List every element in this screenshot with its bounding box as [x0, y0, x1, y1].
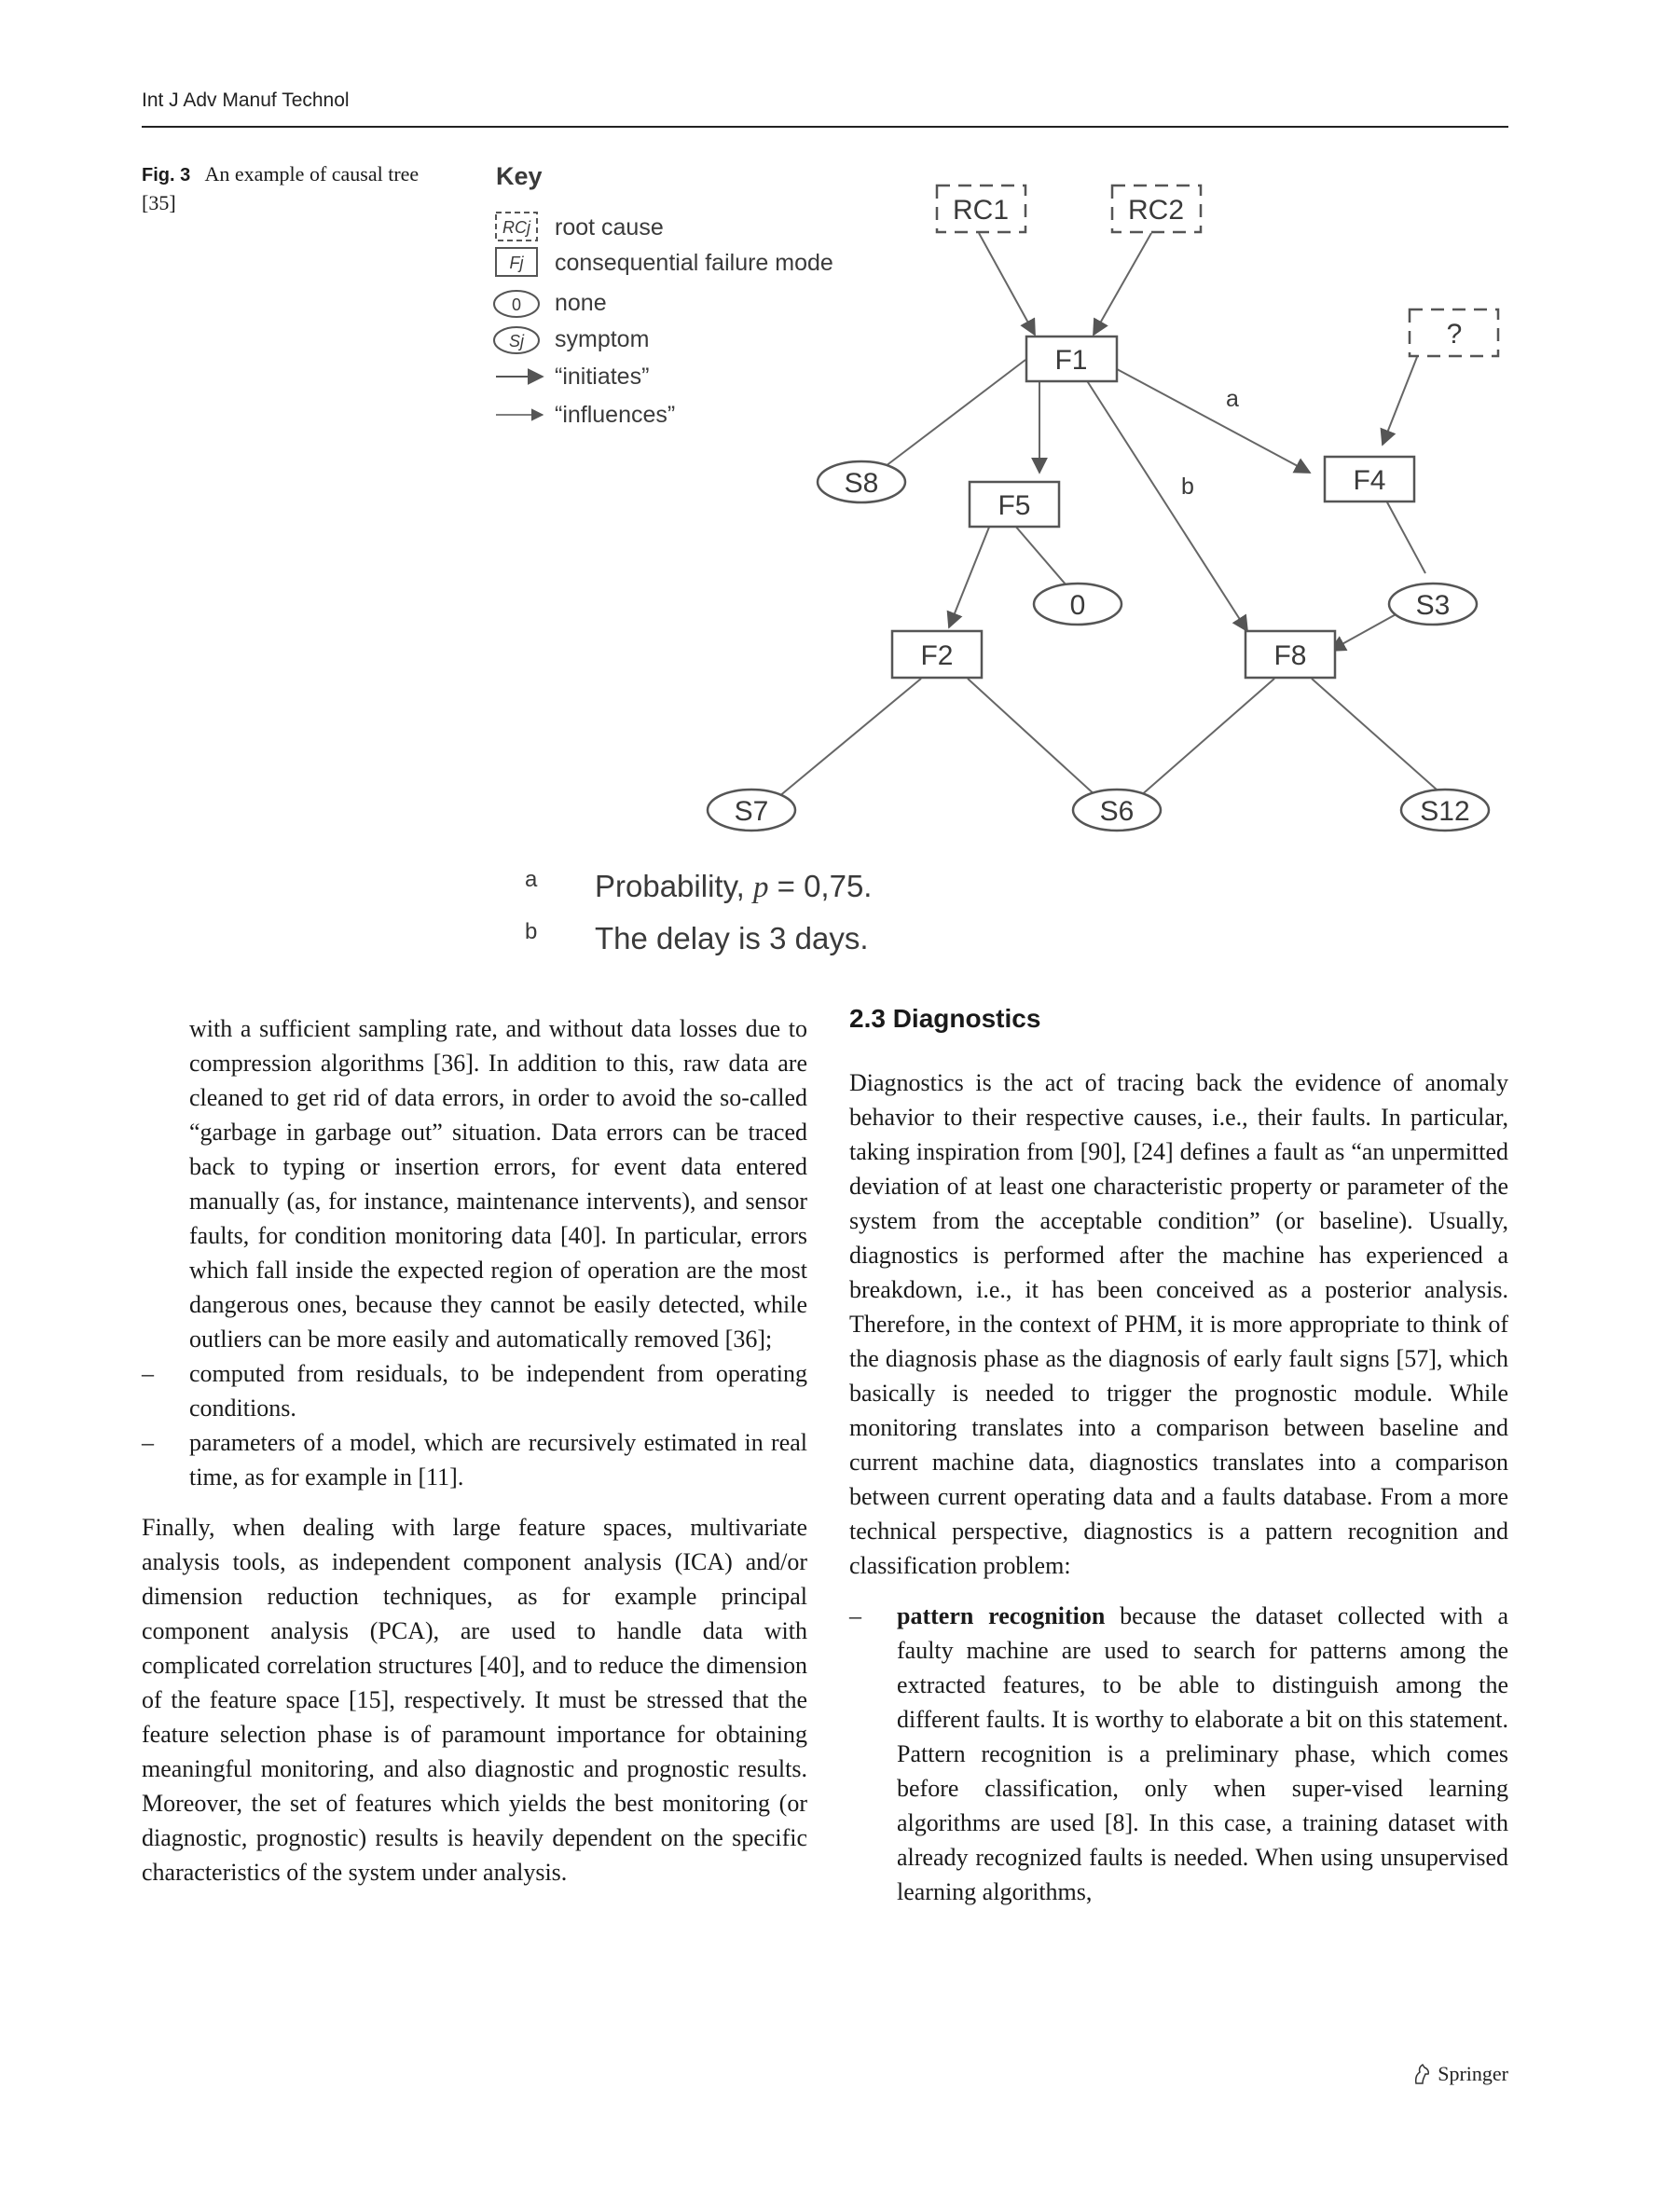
edge-q-f4	[1383, 357, 1417, 445]
svg-text:RC1: RC1	[952, 195, 1010, 226]
note-a-letter: a	[525, 867, 538, 892]
svg-text:RCj: RCj	[502, 218, 530, 237]
edge-f4-s3	[1386, 501, 1425, 573]
edge-rc1-f1	[979, 233, 1035, 335]
node-s6	[1073, 790, 1161, 831]
key-none	[494, 290, 607, 317]
list-item	[142, 1425, 807, 1494]
svg-text:“initiates”: “initiates”	[555, 364, 650, 390]
svg-text:S7: S7	[734, 796, 769, 827]
publisher-name: Springer	[1438, 2062, 1508, 2085]
list-item-text: parameters of a model, which are recursively estimated in real time, as for example in [11].	[189, 1429, 807, 1491]
node-zero	[1034, 584, 1121, 625]
figure-label: Fig. 3	[142, 165, 191, 185]
svg-text:0: 0	[1069, 590, 1086, 621]
edge-f2-s6	[968, 679, 1097, 797]
svg-text:Fj: Fj	[509, 254, 524, 272]
list-item-text: computed from residuals, to be independent from operating conditions.	[189, 1360, 807, 1422]
svg-text:none: none	[555, 290, 607, 316]
footer	[1411, 2062, 1508, 2086]
diagnostics-paragraph: Diagnostics is the act of tracing back the evidence of anomaly behavior to their respective causes, i.e., their faults. In particular, taking inspiration from [90], [24] defines a fault as “an unpermitted deviation of at least one characteristic property or parameter of the system from the acceptable condition” (or baseline). Usually, diagnostics is performed after the machine has experienced a breakdown, i.e., it has been conceived as a posterior analysis. Therefore, in the context of PHM, it is more appropriate to think of the diagnosis phase as the diagnosis of early fault signs [57], which basically is needed to trigger the prognostic module. While monitoring translates into a comparison between baseline and current machine data, diagnostics translates into a comparison between current operating data and a faults database. From a more technical perspective, diagnostics is a pattern recognition and classification problem:	[849, 1069, 1508, 1579]
node-s7	[708, 790, 795, 831]
causal-tree-figure	[475, 154, 1510, 969]
svg-text:F4: F4	[1353, 465, 1386, 496]
node-s12	[1401, 790, 1489, 831]
svg-text:F2: F2	[920, 640, 954, 671]
svg-text:F1: F1	[1054, 345, 1088, 376]
svg-text:RC2: RC2	[1127, 195, 1185, 226]
svg-text:Sj: Sj	[508, 332, 525, 350]
bullet-dash: –	[142, 1360, 154, 1387]
node-question	[1410, 309, 1498, 356]
edge-label-b: b	[1181, 474, 1194, 500]
bullet-dash: –	[849, 1602, 861, 1629]
svg-text:S8: S8	[844, 468, 879, 499]
final-paragraph: Finally, when dealing with large feature spaces, multivariate analysis tools, as independent component analysis (ICA) and/or dimension reduction techniques, as for example principal component analysis (PCA), are used to handle data with complicated correlation structures [40], and to reduce the dimension of the feature space [15], respectively. It must be stressed that the feature selection phase is of paramount importance for obtaining meaningful monitoring, and also diagnostic and prognostic results. Moreover, the set of features which yields the best monitoring (or diagnostic, prognostic) results is heavily dependent on the specific characteristics of the system under analysis.	[142, 1514, 807, 1886]
svg-text:?: ?	[1446, 319, 1463, 350]
key-title: Key	[496, 162, 543, 190]
header-rule	[142, 126, 1508, 128]
note-a-text: Probability, p = 0,75.	[595, 869, 873, 904]
node-rc2	[1112, 185, 1201, 232]
node-f8	[1245, 631, 1335, 678]
key-initiates	[496, 364, 649, 390]
node-rc1	[937, 185, 1025, 232]
node-s8	[818, 461, 905, 502]
svg-text:F8: F8	[1273, 640, 1307, 671]
svg-text:root cause: root cause	[555, 214, 664, 240]
edge-f5-f2	[949, 525, 990, 627]
svg-text:0: 0	[511, 295, 522, 314]
list-item	[142, 1356, 807, 1425]
svg-text:symptom: symptom	[555, 326, 650, 352]
node-f2	[892, 631, 982, 678]
key-root-cause	[496, 213, 664, 240]
node-s3	[1389, 584, 1477, 625]
edge-f2-s7	[778, 679, 921, 797]
edge-f1-s8	[886, 360, 1025, 466]
svg-text:S12: S12	[1420, 796, 1470, 827]
edge-f8-s6	[1139, 679, 1274, 797]
edge-rc2-f1	[1094, 233, 1151, 335]
key-failure-mode	[496, 248, 833, 276]
note-b-text: The delay is 3 days.	[595, 921, 869, 955]
section-title: 2.3 Diagnostics	[849, 1004, 1041, 1033]
bullet-dash: –	[142, 1429, 154, 1456]
node-f5	[970, 482, 1059, 527]
edge-f5-zero	[1014, 525, 1072, 592]
edge-label-a: a	[1226, 386, 1239, 412]
svg-text:S3: S3	[1415, 590, 1451, 621]
right-column	[849, 1000, 1508, 1909]
svg-text:“influences”: “influences”	[555, 402, 676, 428]
figure-caption	[142, 160, 421, 217]
node-f1	[1026, 337, 1117, 381]
left-column	[142, 1011, 807, 1889]
list-item	[849, 1599, 1508, 1909]
key-influences	[496, 402, 675, 428]
svg-text:S6: S6	[1099, 796, 1135, 827]
edge-f8-s12	[1312, 679, 1445, 797]
running-header: Int J Adv Manuf Technol	[142, 89, 350, 111]
node-f4	[1325, 457, 1414, 501]
svg-text:consequential failure mode: consequential failure mode	[555, 250, 833, 276]
key-symptom	[494, 326, 649, 353]
springer-horse-icon	[1411, 2063, 1432, 2085]
continued-paragraph: with a sufficient sampling rate, and without data losses due to compression algorithms [36]. In addition to this, raw data are cleaned to get rid of data errors, in order to avoid the so-called “garbage in garbage out” situation. Data errors can be traced back to typing or insertion errors, for event data entered manually (as, for instance, maintenance intervents), and sensor faults, for condition monitoring data [40]. In particular, errors which fall inside the expected region of operation are the most dangerous ones, because they cannot be easily detected, while outliers can be more easily and automatically removed [36];	[189, 1015, 807, 1353]
svg-text:F5: F5	[998, 490, 1031, 521]
note-b-letter: b	[525, 919, 538, 944]
bold-term: pattern recognition	[897, 1602, 1106, 1629]
list-item-text: pattern recognition because the dataset collected with a faulty machine are used to search for patterns among the extracted features, to be able to distinguish among the different faults. It is worthy to elaborate a bit on this statement. Pattern recognition is a preliminary phase, which comes before classification, only when super-vised learning algorithms are used [8]. In this case, a training dataset with already recognized faults is needed. When using unsupervised learning algorithms,	[897, 1602, 1508, 1905]
figure-caption-text: An example of causal tree [35]	[142, 162, 420, 214]
